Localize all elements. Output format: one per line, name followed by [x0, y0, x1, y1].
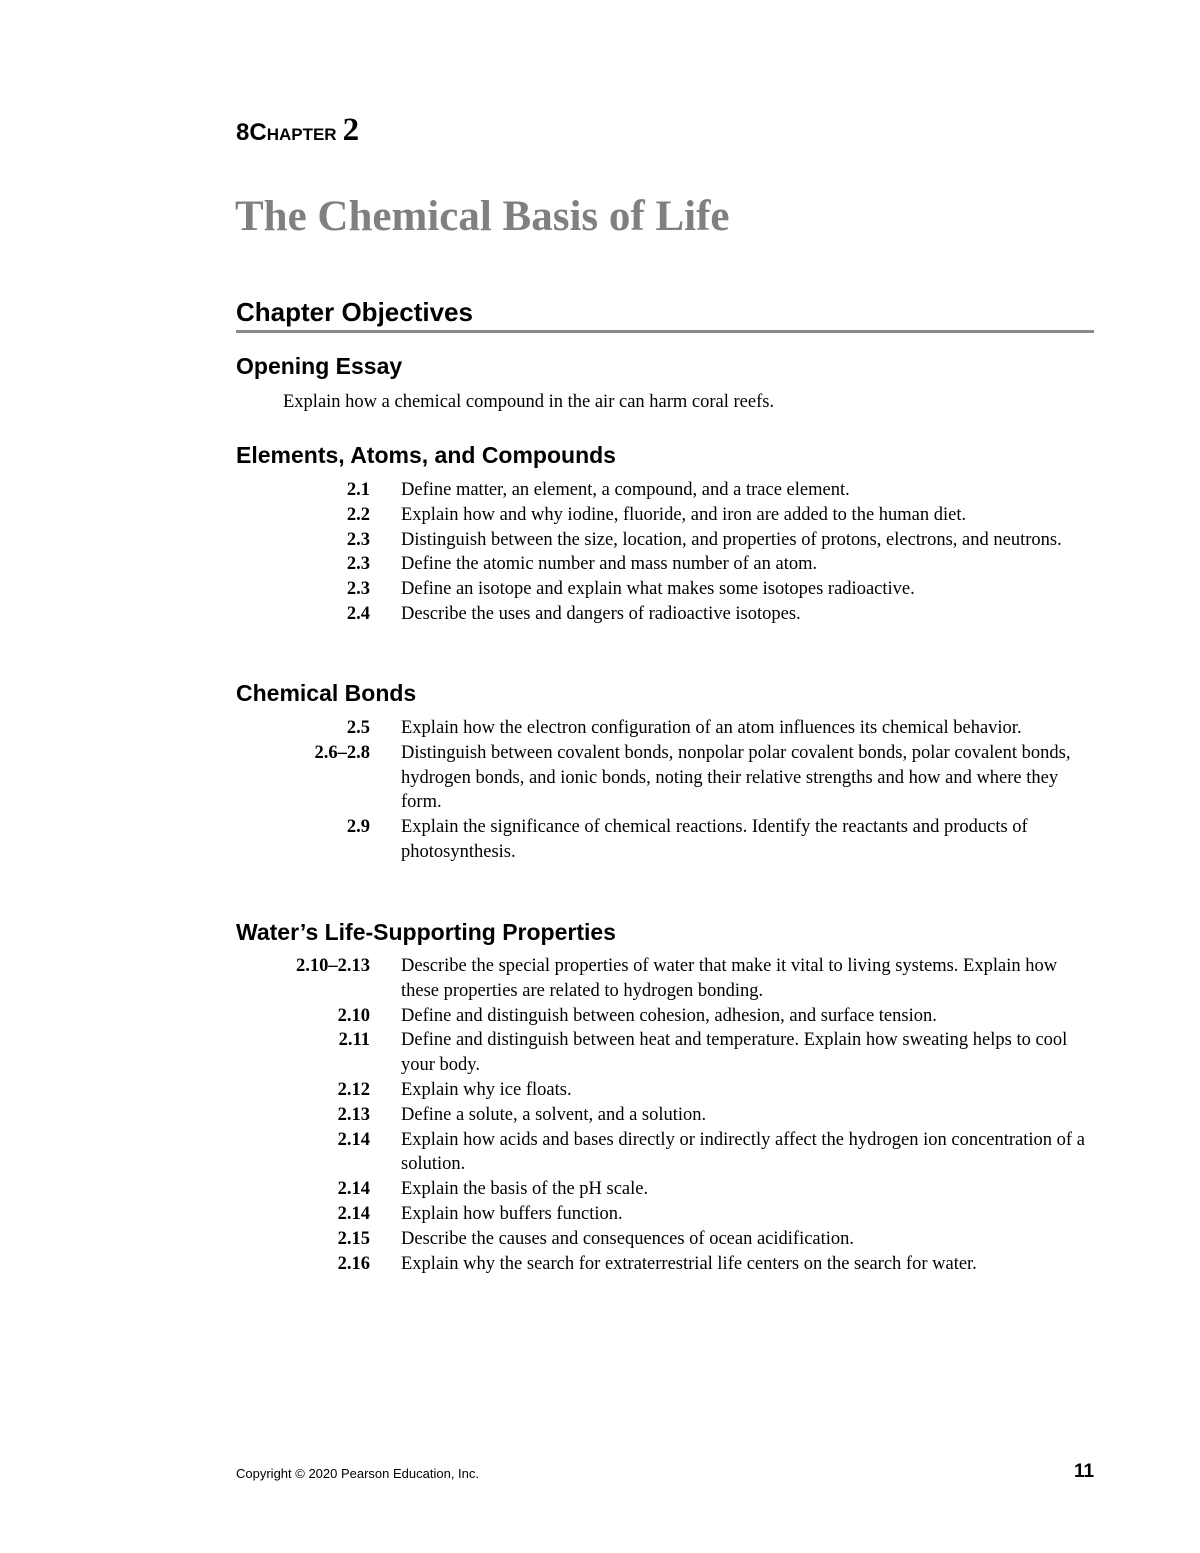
section-heading-elements-atoms-compounds: Elements, Atoms, and Compounds — [236, 442, 616, 468]
objective-number: 2.10 — [337, 1005, 370, 1026]
objective-item — [236, 716, 1096, 741]
objective-number: 2.14 — [337, 1179, 370, 1200]
objective-list-elements — [236, 478, 1096, 627]
objective-number: 2.4 — [346, 603, 370, 624]
objective-text: Define the atomic number and mass number of an atom. — [401, 554, 818, 575]
objective-number: 2.15 — [337, 1228, 370, 1249]
objective-item — [236, 1028, 1096, 1078]
objective-text: Explain how buffers function. — [401, 1203, 623, 1224]
objective-number: 2.6–2.8 — [314, 742, 370, 763]
opening-essay-objective: Explain how a chemical compound in the air can harm coral reefs. — [283, 392, 775, 412]
objective-text: Explain how acids and bases directly or indirectly affect the hydrogen ion concentration of a solution. — [401, 1129, 1085, 1175]
chapter-number: 2 — [342, 112, 360, 148]
objective-text: Describe the uses and dangers of radioactive isotopes. — [401, 603, 801, 624]
objective-item — [236, 1227, 1096, 1252]
objective-text: Define and distinguish between cohesion, adhesion, and surface tension. — [401, 1005, 937, 1026]
chapter-label — [236, 112, 359, 149]
objective-number: 2.3 — [346, 554, 370, 575]
objective-number: 2.16 — [337, 1253, 370, 1274]
objectives-heading: Chapter Objectives — [236, 296, 1094, 333]
objective-text: Distinguish between covalent bonds, nonpolar polar covalent bonds, polar covalent bonds, hydrogen bonds, and ionic bonds, noting their relative strengths and how and where they form. — [401, 742, 1071, 813]
objective-number: 2.11 — [338, 1030, 370, 1051]
objective-number: 2.2 — [346, 504, 370, 525]
objective-number: 2.12 — [337, 1079, 370, 1100]
objective-item — [236, 552, 1096, 577]
objective-text: Define and distinguish between heat and temperature. Explain how sweating helps to cool your body. — [401, 1030, 1068, 1076]
objective-text: Describe the special properties of water that make it vital to living systems. Explain how these properties are related to hydrogen bonding. — [401, 956, 1058, 1001]
objective-item — [236, 602, 1096, 627]
objective-text: Explain the basis of the pH scale. — [401, 1179, 649, 1200]
objective-item — [236, 478, 1096, 503]
objective-number: 2.13 — [337, 1104, 370, 1125]
objective-text: Explain how and why iodine, fluoride, and iron are added to the human diet. — [401, 504, 967, 525]
section-heading-water-properties: Water’s Life-Supporting Properties — [236, 919, 616, 945]
objective-number: 2.14 — [337, 1203, 370, 1224]
objective-item — [236, 1252, 1096, 1277]
objective-text: Distinguish between the size, location, and properties of protons, electrons, and neutrons. — [401, 529, 1062, 550]
section-heading-chemical-bonds: Chemical Bonds — [236, 680, 417, 706]
objective-text: Define a solute, a solvent, and a solution. — [401, 1104, 707, 1125]
objective-number: 2.9 — [346, 817, 370, 838]
objective-number: 2.3 — [346, 579, 370, 600]
objective-item — [236, 1177, 1096, 1202]
objective-item — [236, 577, 1096, 602]
objective-text: Define matter, an element, a compound, and a trace element. — [401, 480, 850, 500]
copyright-notice: Copyright © 2020 Pearson Education, Inc. — [236, 1466, 480, 1481]
objective-text: Explain the significance of chemical reactions. Identify the reactants and products of photosynthesis. — [401, 817, 1028, 862]
objective-number: 2.3 — [346, 529, 370, 550]
objective-text: Explain why the search for extraterrestrial life centers on the search for water. — [401, 1253, 977, 1274]
objective-item — [236, 1004, 1096, 1029]
objective-number: 2.10–2.13 — [296, 956, 370, 976]
objective-text: Explain how the electron configuration of an atom influences its chemical behavior. — [401, 718, 1022, 738]
objective-item — [236, 528, 1096, 553]
objective-text: Explain why ice floats. — [401, 1079, 572, 1100]
objective-item — [236, 954, 1096, 1004]
objective-number: 2.5 — [346, 718, 370, 738]
objective-list-chemical-bonds — [236, 716, 1096, 865]
objective-item — [236, 741, 1096, 815]
objective-text: Define an isotope and explain what makes some isotopes radioactive. — [401, 579, 915, 600]
page-number: 11 — [1074, 1461, 1095, 1482]
objective-item — [236, 1078, 1096, 1103]
objective-number: 2.14 — [337, 1129, 370, 1150]
objective-item — [236, 1103, 1096, 1128]
objective-list-water — [236, 954, 1096, 1276]
objective-item — [236, 503, 1096, 528]
objective-number: 2.1 — [346, 480, 370, 500]
chapter-word: HAPTER — [266, 125, 337, 144]
objective-text: Describe the causes and consequences of ocean acidification. — [401, 1228, 855, 1249]
objective-item — [236, 1202, 1096, 1227]
objective-item — [236, 1128, 1096, 1178]
chapter-prefix: 8C — [236, 119, 267, 146]
section-heading-opening-essay: Opening Essay — [236, 353, 403, 379]
objective-item — [236, 815, 1096, 865]
chapter-title: The Chemical Basis of Life — [235, 193, 730, 240]
